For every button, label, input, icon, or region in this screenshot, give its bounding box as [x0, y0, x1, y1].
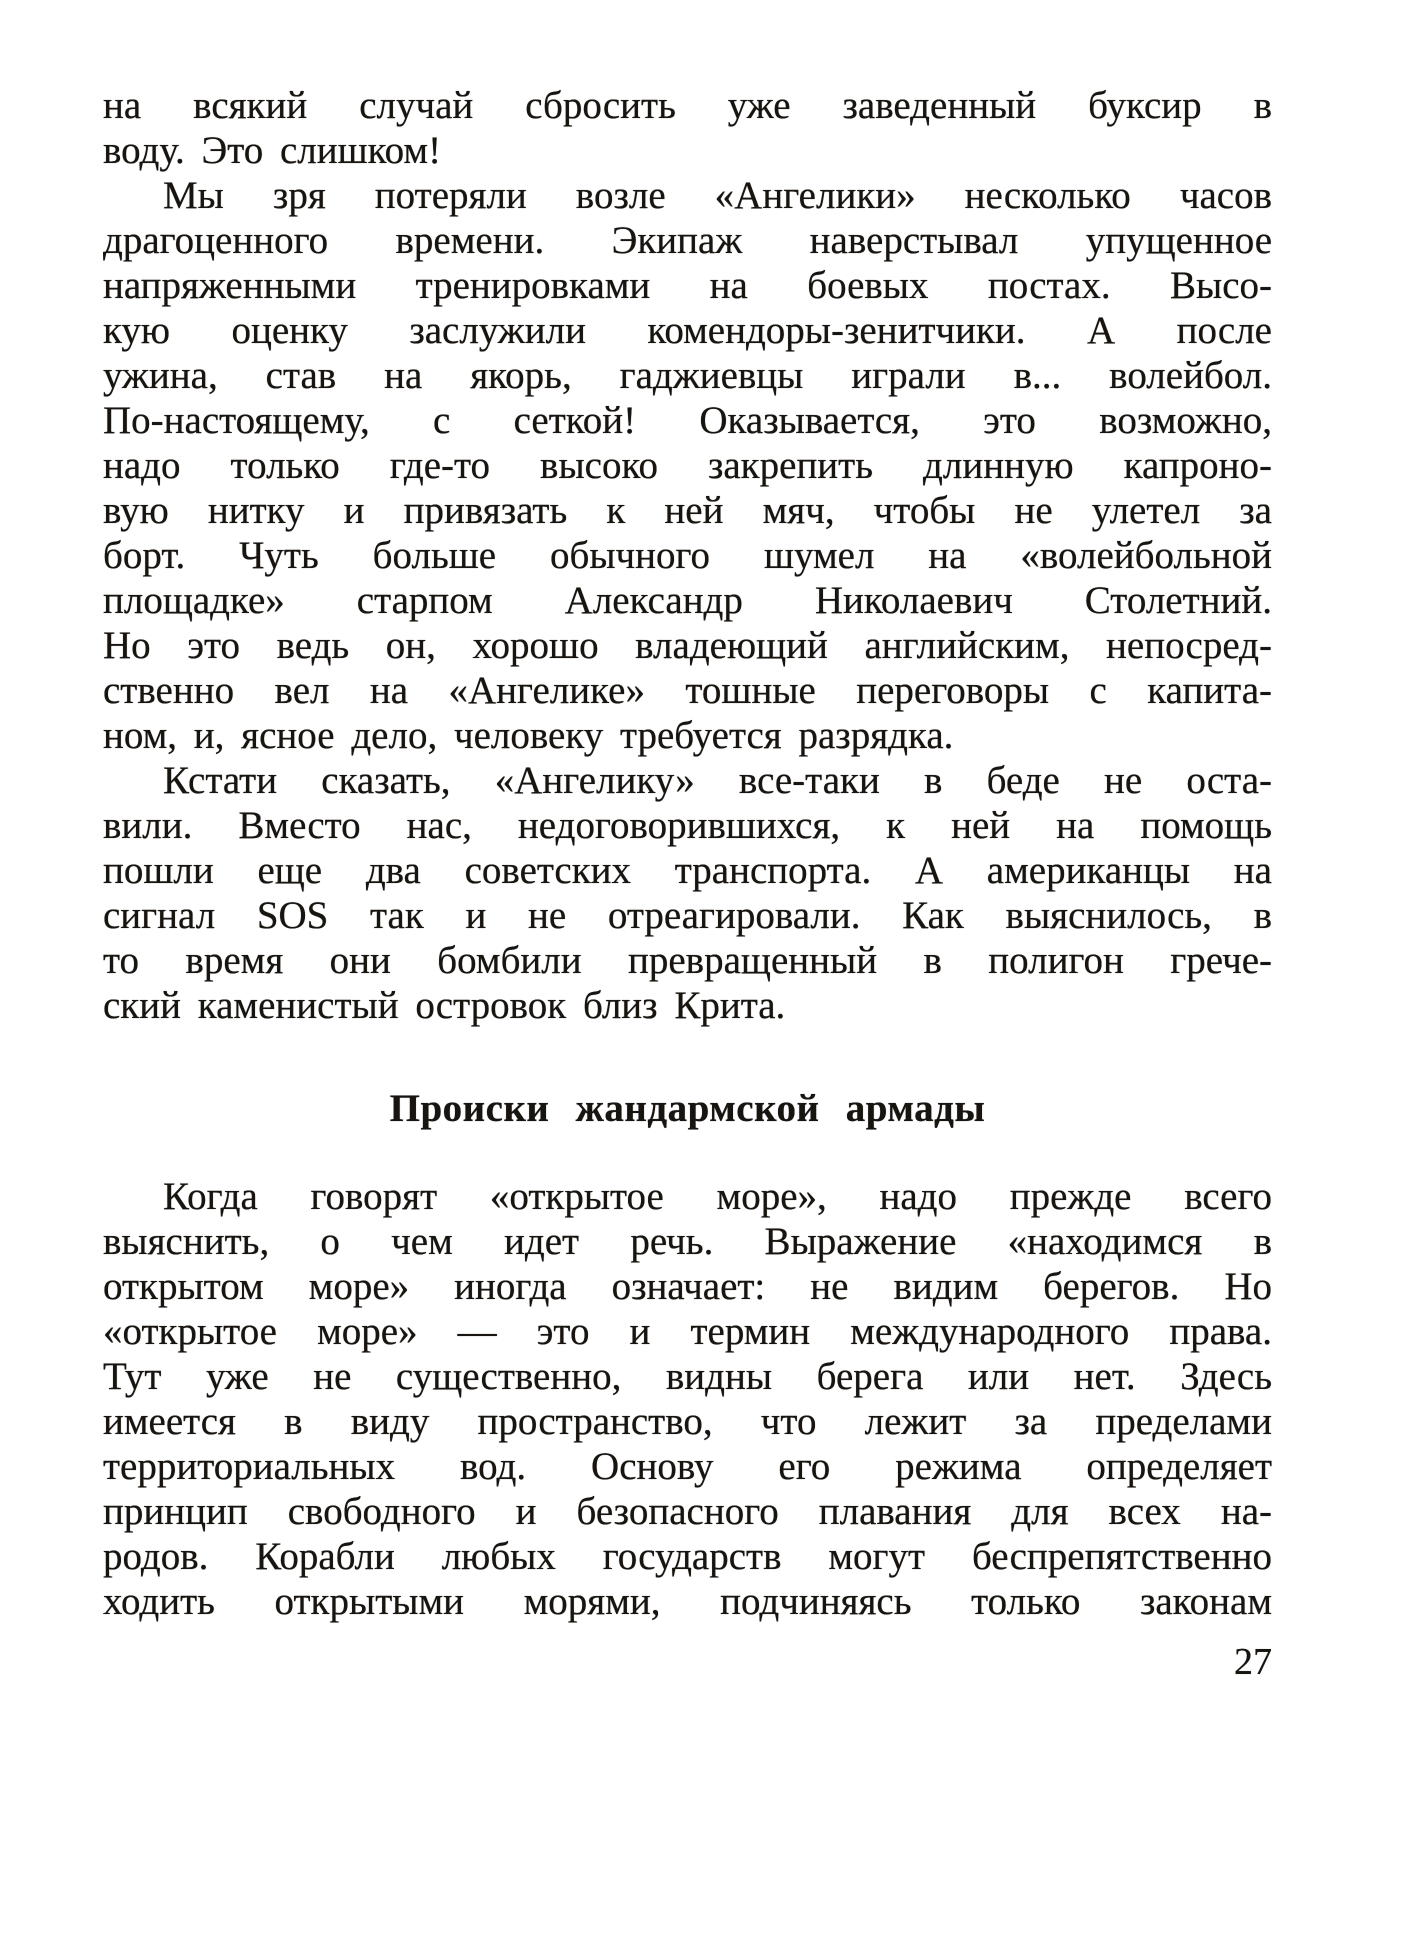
- text-line: кую оценку заслужили комендоры-зенитчики. А после: [103, 309, 1272, 352]
- body-text: [103, 83, 1272, 1624]
- text-line: Но это ведь он, хорошо владеющий английским, непосред-: [103, 624, 1272, 667]
- paragraph-3: [103, 758, 1272, 1028]
- text-line: то время они бомбили превращенный в полигон грече-: [103, 939, 1272, 982]
- paragraph-4: [103, 1174, 1272, 1624]
- paragraph-2: [103, 173, 1272, 758]
- text-line: выяснить, о чем идет речь. Выражение «находимся в: [103, 1220, 1272, 1263]
- text-line: ном, и, ясное дело, человеку требуется разрядка.: [103, 714, 954, 757]
- text-line: принцип свободного и безопасного плавания для всех на-: [103, 1490, 1272, 1533]
- text-line: вую нитку и привязать к ней мяч, чтобы не улетел за: [103, 489, 1272, 532]
- section-heading: Происки жандармской армады: [389, 1087, 986, 1130]
- text-line: вили. Вместо нас, недоговорившихся, к ней на помощь: [103, 804, 1272, 847]
- text-line: Тут уже не существенно, видны берега или нет. Здесь: [103, 1355, 1272, 1398]
- text-line: надо только где-то высоко закрепить длинную капроно-: [103, 444, 1272, 487]
- page-number: 27: [1234, 1641, 1272, 1683]
- text-line: родов. Корабли любых государств могут беспрепятственно: [103, 1535, 1272, 1578]
- text-line: открытом море» иногда означает: не видим берегов. Но: [103, 1265, 1272, 1308]
- text-line: имеется в виду пространство, что лежит за пределами: [103, 1400, 1272, 1443]
- text-line: «открытое море» — это и термин международного права.: [103, 1310, 1272, 1353]
- text-line: борт. Чуть больше обычного шумел на «волейбольной: [103, 534, 1272, 577]
- text-line: ужина, став на якорь, гаджиевцы играли в... волейбол.: [103, 354, 1272, 397]
- text-line: Кстати сказать, «Ангелику» все-таки в беде не оста-: [163, 759, 1272, 802]
- text-line: сигнал SOS так и не отреагировали. Как выяснилось, в: [103, 894, 1272, 937]
- text-line: на всякий случай сбросить уже заведенный буксир в: [103, 84, 1272, 127]
- paragraph-1: [103, 83, 1272, 173]
- text-line: территориальных вод. Основу его режима определяет: [103, 1445, 1272, 1488]
- text-line: ский каменистый островок близ Крита.: [103, 984, 786, 1027]
- text-line: ходить открытыми морями, подчиняясь только законам: [103, 1580, 1272, 1623]
- text-line: Когда говорят «открытое море», надо прежде всего: [163, 1175, 1272, 1218]
- text-line: По-настоящему, с сеткой! Оказывается, это возможно,: [103, 399, 1272, 442]
- text-line: площадке» старпом Александр Николаевич Столетний.: [103, 579, 1272, 622]
- text-line: воду. Это слишком!: [103, 129, 442, 172]
- text-line: ственно вел на «Ангелике» тошные переговоры с капита-: [103, 669, 1272, 712]
- text-line: драгоценного времени. Экипаж наверстывал упущенное: [103, 219, 1272, 262]
- text-line: Мы зря потеряли возле «Ангелики» несколько часов: [163, 174, 1272, 217]
- text-line: напряженными тренировками на боевых постах. Высо-: [103, 264, 1272, 307]
- text-line: пошли еще два советских транспорта. А американцы на: [103, 849, 1272, 892]
